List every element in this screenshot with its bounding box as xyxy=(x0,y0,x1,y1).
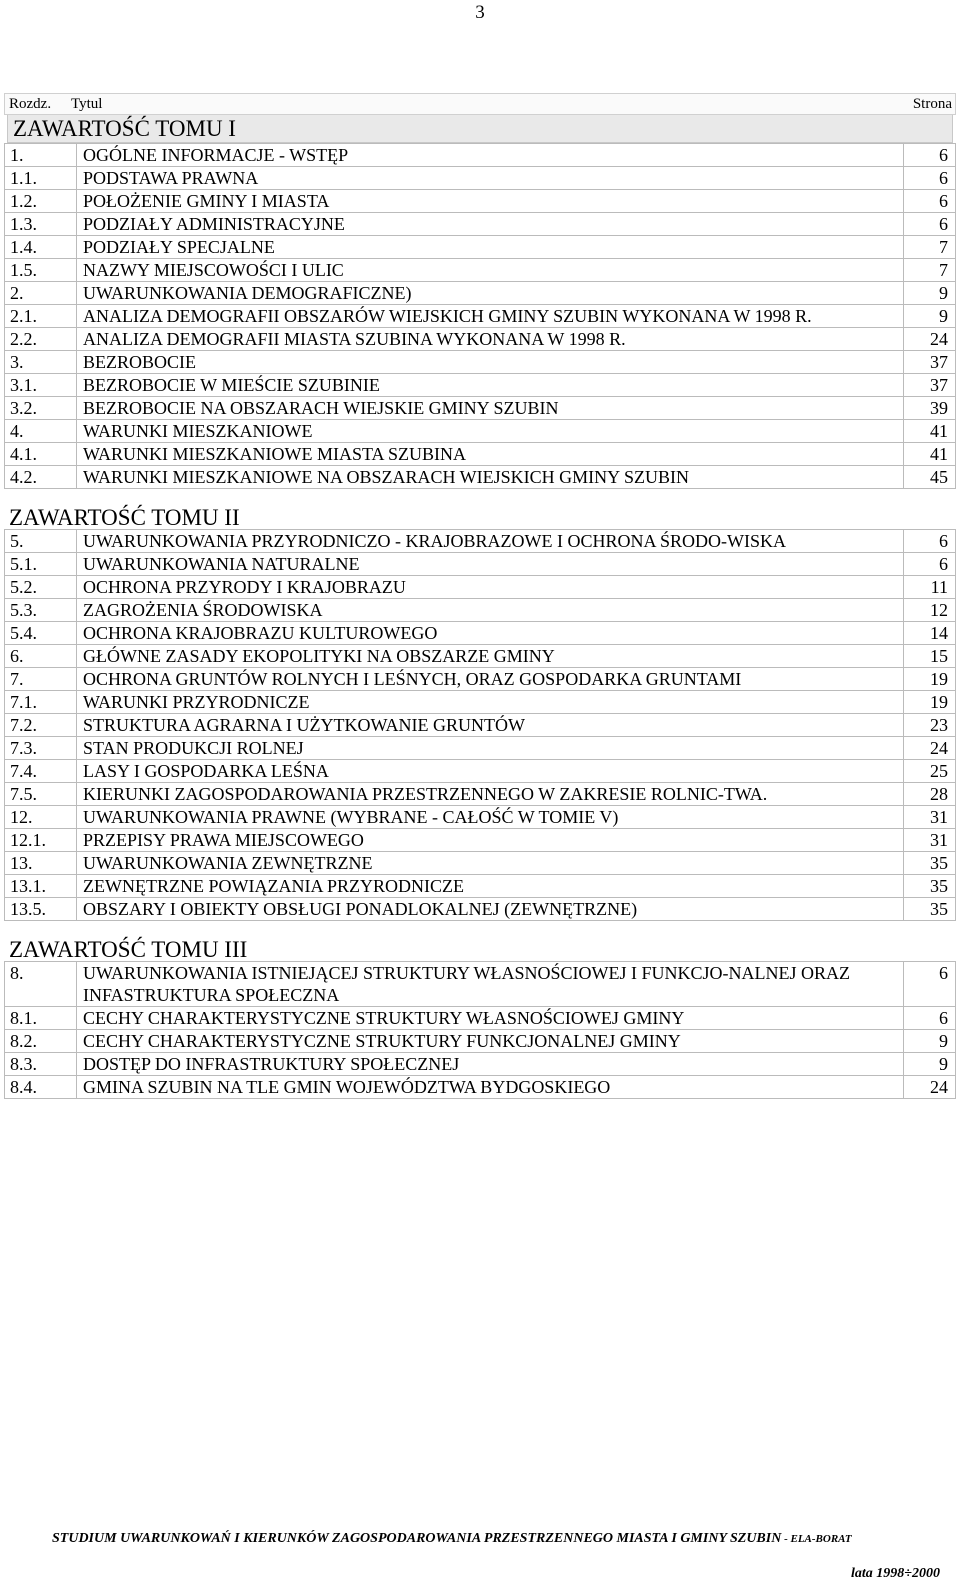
toc-row xyxy=(5,419,955,442)
toc-row xyxy=(5,258,955,281)
page-ref: 6 xyxy=(903,530,955,552)
chapter-number: 1.4. xyxy=(5,236,77,258)
chapter-title: WARUNKI MIESZKANIOWE NA OBSZARACH WIEJSKICH GMINY SZUBIN xyxy=(83,467,689,487)
chapter-number: 8.1. xyxy=(5,1007,77,1029)
chapter-title: ZEWNĘTRZNE POWIĄZANIA PRZYRODNICZE xyxy=(83,876,464,896)
chapter-number: 12.1. xyxy=(5,829,77,851)
chapter-title: WARUNKI PRZYRODNICZE xyxy=(83,692,310,712)
chapter-number: 12. xyxy=(5,806,77,828)
page-ref: 41 xyxy=(903,443,955,465)
chapter-number: 5.4. xyxy=(5,622,77,644)
tome-title: ZAWARTOŚĆ TOMU III xyxy=(9,937,248,962)
toc-row xyxy=(5,465,955,488)
header-strona: Strona xyxy=(912,95,952,112)
toc-row xyxy=(5,897,955,920)
page-ref: 6 xyxy=(903,213,955,235)
chapter-title: UWARUNKOWANIA DEMOGRAFICZNE) xyxy=(83,283,412,303)
toc-row xyxy=(5,212,955,235)
chapter-number: 2.2. xyxy=(5,328,77,350)
page-ref: 9 xyxy=(903,305,955,327)
chapter-title: UWARUNKOWANIA PRZYRODNICZO - KRAJOBRAZOWE I OCHRONA ŚRODO-WISKA xyxy=(83,531,786,551)
toc-row xyxy=(5,281,955,304)
chapter-title: NAZWY MIEJSCOWOŚCI I ULIC xyxy=(83,260,344,280)
toc-row xyxy=(5,621,955,644)
chapter-number: 7.4. xyxy=(5,760,77,782)
toc-row xyxy=(5,235,955,258)
chapter-number: 7.2. xyxy=(5,714,77,736)
toc-row xyxy=(5,782,955,805)
toc-row xyxy=(5,1075,955,1098)
page-ref: 7 xyxy=(903,236,955,258)
page-ref: 7 xyxy=(903,259,955,281)
chapter-title: STAN PRODUKCJI ROLNEJ xyxy=(83,738,304,758)
toc-row xyxy=(5,552,955,575)
tome-rows xyxy=(4,961,956,1099)
page-ref: 15 xyxy=(903,645,955,667)
chapter-title: PODZIAŁY SPECJALNE xyxy=(83,237,275,257)
chapter-number: 4. xyxy=(5,420,77,442)
page-number: 3 xyxy=(475,2,485,23)
chapter-number: 7.1. xyxy=(5,691,77,713)
chapter-number: 2.1. xyxy=(5,305,77,327)
page-ref: 6 xyxy=(903,553,955,575)
chapter-title: PODZIAŁY ADMINISTRACYJNE xyxy=(83,214,345,234)
chapter-title: UWARUNKOWANIA ZEWNĘTRZNE xyxy=(83,853,373,873)
toc-row xyxy=(5,350,955,373)
toc-row xyxy=(5,874,955,897)
page-ref: 31 xyxy=(903,806,955,828)
chapter-title: CECHY CHARAKTERYSTYCZNE STRUKTURY WŁASNOŚCIOWEJ GMINY xyxy=(83,1008,685,1028)
chapter-number: 2. xyxy=(5,282,77,304)
toc-row xyxy=(5,690,955,713)
toc-row xyxy=(5,166,955,189)
toc-row xyxy=(5,851,955,874)
chapter-number: 1. xyxy=(5,144,77,166)
page-ref: 24 xyxy=(903,737,955,759)
toc-row xyxy=(5,828,955,851)
chapter-number: 13.1. xyxy=(5,875,77,897)
chapter-title: OCHRONA GRUNTÓW ROLNYCH I LEŚNYCH, ORAZ GOSPODARKA GRUNTAMI xyxy=(83,669,742,689)
spacer xyxy=(4,489,956,505)
chapter-title: UWARUNKOWANIA NATURALNE xyxy=(83,554,360,574)
chapter-title: CECHY CHARAKTERYSTYCZNE STRUKTURY FUNKCJONALNEJ GMINY xyxy=(83,1031,681,1051)
chapter-number: 13.5. xyxy=(5,898,77,920)
page-ref: 24 xyxy=(903,1076,955,1098)
toc-row xyxy=(5,189,955,212)
chapter-title: GŁÓWNE ZASADY EKOPOLITYKI NA OBSZARZE GMINY xyxy=(83,646,555,666)
chapter-title: KIERUNKI ZAGOSPODAROWANIA PRZESTRZENNEGO W ZAKRESIE ROLNIC-TWA. xyxy=(83,784,768,804)
page-ref: 35 xyxy=(903,852,955,874)
tomes-container xyxy=(4,115,956,1099)
page-ref: 35 xyxy=(903,875,955,897)
chapter-number: 5.3. xyxy=(5,599,77,621)
toc-header xyxy=(4,93,956,115)
chapter-title: UWARUNKOWANIA PRAWNE (WYBRANE - CAŁOŚĆ W TOMIE V) xyxy=(83,807,619,827)
page-ref: 6 xyxy=(903,190,955,212)
page-ref: 35 xyxy=(903,898,955,920)
footer xyxy=(52,1531,912,1547)
page-ref: 37 xyxy=(903,351,955,373)
page-ref: 25 xyxy=(903,760,955,782)
chapter-title: OCHRONA PRZYRODY I KRAJOBRAZU xyxy=(83,577,406,597)
toc-row xyxy=(5,805,955,828)
footer-title: STUDIUM UWARUNKOWAŃ I KIERUNKÓW ZAGOSPODAROWANIA PRZESTRZENNEGO MIASTA I GMINY SZUBIN xyxy=(52,1531,782,1546)
footer-date: lata 1998÷2000 xyxy=(851,1566,940,1581)
chapter-title: UWARUNKOWANIA ISTNIEJĄCEJ STRUKTURY WŁASNOŚCIOWEJ I FUNKCJO-NALNEJ ORAZ INFASTRUKTURA SPOŁECZNA xyxy=(83,963,850,1005)
chapter-title: WARUNKI MIESZKANIOWE xyxy=(83,421,313,441)
chapter-number: 8.4. xyxy=(5,1076,77,1098)
chapter-number: 8. xyxy=(5,962,77,1006)
header-tytul: Tytul xyxy=(71,95,103,112)
chapter-number: 3.2. xyxy=(5,397,77,419)
chapter-number: 7.3. xyxy=(5,737,77,759)
toc-row xyxy=(5,961,955,1006)
page-ref: 19 xyxy=(903,668,955,690)
toc-row xyxy=(5,575,955,598)
chapter-title: PRZEPISY PRAWA MIEJSCOWEGO xyxy=(83,830,364,850)
toc-row xyxy=(5,598,955,621)
chapter-title: ANALIZA DEMOGRAFII MIASTA SZUBINA WYKONANA W 1998 R. xyxy=(83,329,626,349)
page-ref: 31 xyxy=(903,829,955,851)
chapter-title: DOSTĘP DO INFRASTRUKTURY SPOŁECZNEJ xyxy=(83,1054,460,1074)
chapter-title: PODSTAWA PRAWNA xyxy=(83,168,259,188)
tome-title: ZAWARTOŚĆ TOMU I xyxy=(7,115,953,143)
page-ref: 12 xyxy=(903,599,955,621)
chapter-title: LASY I GOSPODARKA LEŚNA xyxy=(83,761,329,781)
toc-row xyxy=(5,1052,955,1075)
page-ref: 9 xyxy=(903,282,955,304)
tome-title: ZAWARTOŚĆ TOMU II xyxy=(9,505,240,530)
chapter-title: STRUKTURA AGRARNA I UŻYTKOWANIE GRUNTÓW xyxy=(83,715,525,735)
header-rozdz: Rozdz. xyxy=(9,95,52,112)
chapter-number: 3.1. xyxy=(5,374,77,396)
tome-rows xyxy=(4,143,956,489)
page-ref: 6 xyxy=(903,144,955,166)
chapter-number: 5.1. xyxy=(5,553,77,575)
toc-row xyxy=(5,713,955,736)
toc-row xyxy=(5,736,955,759)
toc-row xyxy=(5,396,955,419)
toc-row xyxy=(5,644,955,667)
chapter-number: 1.5. xyxy=(5,259,77,281)
page-ref: 39 xyxy=(903,397,955,419)
footer-suffix: - ELA-BORAT xyxy=(781,1533,852,1545)
chapter-number: 5.2. xyxy=(5,576,77,598)
page-ref: 14 xyxy=(903,622,955,644)
toc-row xyxy=(5,1029,955,1052)
chapter-number: 4.1. xyxy=(5,443,77,465)
chapter-title: BEZROBOCIE xyxy=(83,352,197,372)
toc-row xyxy=(5,304,955,327)
chapter-number: 7. xyxy=(5,668,77,690)
chapter-number: 1.1. xyxy=(5,167,77,189)
chapter-number: 5. xyxy=(5,530,77,552)
page-ref: 9 xyxy=(903,1053,955,1075)
page-ref: 28 xyxy=(903,783,955,805)
chapter-number: 7.5. xyxy=(5,783,77,805)
toc-row xyxy=(5,442,955,465)
page-ref: 9 xyxy=(903,1030,955,1052)
chapter-title: OGÓLNE INFORMACJE - WSTĘP xyxy=(83,145,349,165)
page-ref: 6 xyxy=(903,962,955,1006)
page-ref: 11 xyxy=(903,576,955,598)
chapter-title: POŁOŻENIE GMINY I MIASTA xyxy=(83,191,330,211)
chapter-title: WARUNKI MIESZKANIOWE MIASTA SZUBINA xyxy=(83,444,467,464)
chapter-number: 8.3. xyxy=(5,1053,77,1075)
toc-row xyxy=(5,1006,955,1029)
page-ref: 24 xyxy=(903,328,955,350)
page-ref: 6 xyxy=(903,1007,955,1029)
chapter-title: BEZROBOCIE NA OBSZARACH WIEJSKIE GMINY SZUBIN xyxy=(83,398,559,418)
toc-row xyxy=(5,667,955,690)
page-ref: 41 xyxy=(903,420,955,442)
page-ref: 6 xyxy=(903,167,955,189)
chapter-title: OBSZARY I OBIEKTY OBSŁUGI PONADLOKALNEJ (ZEWNĘTRZNE) xyxy=(83,899,638,919)
toc-row xyxy=(5,529,955,552)
chapter-title: ANALIZA DEMOGRAFII OBSZARÓW WIEJSKICH GMINY SZUBIN WYKONANA W 1998 R. xyxy=(83,306,812,326)
chapter-number: 1.2. xyxy=(5,190,77,212)
chapter-number: 8.2. xyxy=(5,1030,77,1052)
toc-row xyxy=(5,373,955,396)
page-ref: 45 xyxy=(903,466,955,488)
chapter-number: 3. xyxy=(5,351,77,373)
page-ref: 19 xyxy=(903,691,955,713)
chapter-number: 1.3. xyxy=(5,213,77,235)
chapter-number: 6. xyxy=(5,645,77,667)
chapter-number: 4.2. xyxy=(5,466,77,488)
page-ref: 37 xyxy=(903,374,955,396)
tome-rows xyxy=(4,529,956,921)
toc-row xyxy=(5,143,955,166)
page-ref: 23 xyxy=(903,714,955,736)
chapter-title: GMINA SZUBIN NA TLE GMIN WOJEWÓDZTWA BYDGOSKIEGO xyxy=(83,1077,611,1097)
spacer xyxy=(4,921,956,937)
chapter-title: BEZROBOCIE W MIEŚCIE SZUBINIE xyxy=(83,375,380,395)
toc-row xyxy=(5,327,955,350)
chapter-number: 13. xyxy=(5,852,77,874)
toc-row xyxy=(5,759,955,782)
chapter-title: OCHRONA KRAJOBRAZU KULTUROWEGO xyxy=(83,623,438,643)
table-of-contents xyxy=(4,93,956,1099)
chapter-title: ZAGROŻENIA ŚRODOWISKA xyxy=(83,600,323,620)
